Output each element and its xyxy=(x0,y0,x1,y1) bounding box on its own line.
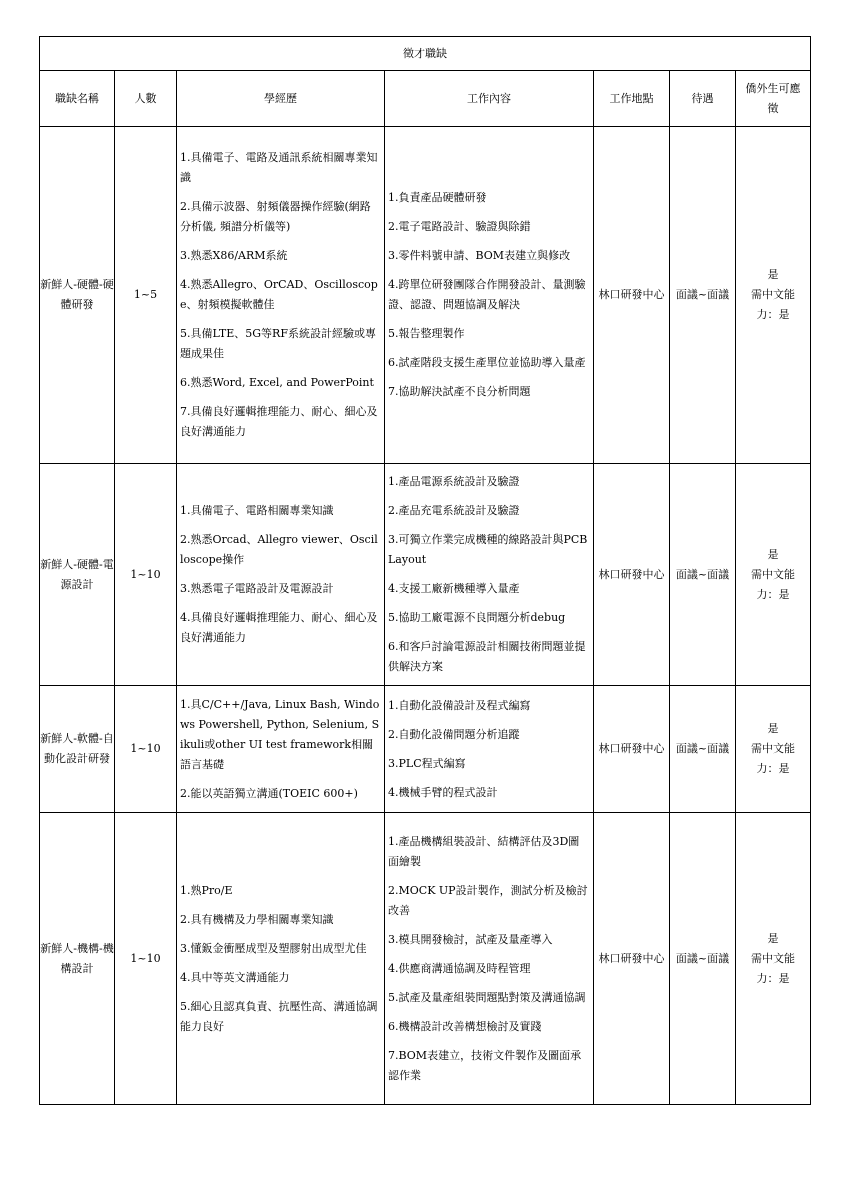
qualifications-cell xyxy=(177,686,385,813)
qualification-item: 6.熟悉Word, Excel, and PowerPoint xyxy=(180,376,374,389)
duty-item: 7.BOM表建立，技術文件製作及圖面承認作業 xyxy=(388,1048,582,1082)
chinese-requirement: 需中文能力：是 xyxy=(751,742,796,775)
overseas-cell xyxy=(736,686,811,813)
overseas-eligible: 是 xyxy=(767,547,779,561)
duty-item: 5.試產及量產組裝問題點對策及溝通協調 xyxy=(388,990,586,1004)
qualification-item: 2.熟悉Orcad、Allegro viewer、Oscilloscope操作 xyxy=(180,533,378,566)
duty-item: 2.MOCK UP設計製作，測試分析及檢討改善 xyxy=(388,883,588,917)
qualification-item: 3.熟悉X86/ARM系統 xyxy=(180,249,288,262)
duty-item: 5.協助工廠電源不良問題分析debug xyxy=(388,611,566,624)
duty-item: 3.PLC程式編寫 xyxy=(388,756,466,770)
job-openings-table xyxy=(39,36,811,1105)
qualification-item: 3.熟悉電子電路設計及電源設計 xyxy=(180,582,334,595)
qualification-item: 5.細心且認真負責、抗壓性高、溝通協調能力良好 xyxy=(180,999,378,1033)
duties-cell xyxy=(385,127,594,464)
qualification-item: 2.具備示波器、射頻儀器操作經驗(網路分析儀, 頻譜分析儀等) xyxy=(180,200,371,233)
duty-item: 4.機械手臂的程式設計 xyxy=(388,785,498,799)
qualification-item: 3.懂鈑金衝壓成型及塑膠射出成型尤佳 xyxy=(180,941,367,955)
header-salary: 待遇 xyxy=(670,71,736,127)
overseas-cell xyxy=(736,464,811,686)
duty-item: 7.協助解決試產不良分析問題 xyxy=(388,385,531,398)
duty-item: 3.零件料號申請、BOM表建立與修改 xyxy=(388,249,571,262)
duty-item: 3.可獨立作業完成機種的線路設計與PCB Layout xyxy=(388,533,588,566)
duty-item: 2.產品充電系統設計及驗證 xyxy=(388,504,520,517)
duty-item: 1.產品電源系統設計及驗證 xyxy=(388,475,520,488)
duty-item: 4.支援工廠新機種導入量產 xyxy=(388,582,520,595)
duty-item: 4.跨單位研發團隊合作開發設計、量測驗證、認證、問題協調及解決 xyxy=(388,278,586,311)
header-duties: 工作內容 xyxy=(385,71,594,127)
duty-item: 4.供應商溝通協調及時程管理 xyxy=(388,961,531,975)
salary: 面議~面議 xyxy=(670,464,736,686)
qualification-item: 2.具有機構及力學相關專業知識 xyxy=(180,912,334,926)
headcount: 1~5 xyxy=(115,127,177,464)
duty-item: 1.負責產品硬體研發 xyxy=(388,191,487,204)
qualification-item: 1.具備電子、電路相關專業知識 xyxy=(180,504,334,517)
chinese-requirement: 需中文能力：是 xyxy=(751,567,796,601)
job-name: 新鮮人-硬體-電源設計 xyxy=(40,464,115,686)
qualifications-cell xyxy=(177,127,385,464)
qualification-item: 1.具備電子、電路及通訊系統相關專業知識 xyxy=(180,151,378,184)
overseas-eligible: 是 xyxy=(767,931,779,945)
salary: 面議~面議 xyxy=(670,813,736,1105)
header-count: 人數 xyxy=(115,71,177,127)
duty-item: 2.電子電路設計、驗證與除錯 xyxy=(388,220,531,233)
headcount: 1~10 xyxy=(115,813,177,1105)
overseas-eligible: 是 xyxy=(767,722,779,735)
duties-cell xyxy=(385,813,594,1105)
job-name: 新鮮人-機構-機構設計 xyxy=(40,813,115,1105)
duties-cell xyxy=(385,464,594,686)
qualification-item: 2.能以英語獨立溝通(TOEIC 600+) xyxy=(180,786,358,800)
duties-cell xyxy=(385,686,594,813)
qualifications-cell xyxy=(177,813,385,1105)
qualification-item: 1.具C/C++/Java, Linux Bash, Windows Powershell, Python, Selenium, Sikuli或other UI test framework相關語言基礎 xyxy=(180,697,380,771)
duty-item: 6.試產階段支援生產單位並協助導入量產 xyxy=(388,356,586,369)
work-location: 林口研發中心 xyxy=(594,686,670,813)
duty-item: 2.自動化設備問題分析追蹤 xyxy=(388,727,520,741)
salary: 面議~面議 xyxy=(670,686,736,813)
chinese-requirement: 需中文能力：是 xyxy=(751,951,796,985)
job-rows xyxy=(40,127,811,1105)
duty-item: 6.和客戶討論電源設計相關技術問題並提供解決方案 xyxy=(388,640,586,673)
job-name: 新鮮人-軟體-自動化設計研發 xyxy=(40,686,115,813)
header-row xyxy=(40,71,811,127)
header-qualifications: 學經歷 xyxy=(177,71,385,127)
qualification-item: 7.具備良好邏輯推理能力、耐心、細心及良好溝通能力 xyxy=(180,405,378,438)
salary: 面議~面議 xyxy=(670,127,736,464)
overseas-cell xyxy=(736,813,811,1105)
duty-item: 6.機構設計改善構想檢討及實踐 xyxy=(388,1019,542,1033)
table-row xyxy=(40,464,811,686)
work-location: 林口研發中心 xyxy=(594,464,670,686)
table-row xyxy=(40,127,811,464)
header-overseas: 僑外生可應徵 xyxy=(736,71,811,127)
qualification-item: 4.具備良好邏輯推理能力、耐心、細心及良好溝通能力 xyxy=(180,611,378,644)
headcount: 1~10 xyxy=(115,464,177,686)
work-location: 林口研發中心 xyxy=(594,127,670,464)
chinese-requirement: 需中文能力：是 xyxy=(751,288,796,321)
duty-item: 1.自動化設備設計及程式編寫 xyxy=(388,698,531,712)
headcount: 1~10 xyxy=(115,686,177,813)
duty-item: 3.模具開發檢討，試產及量產導入 xyxy=(388,932,553,946)
table-row xyxy=(40,686,811,813)
header-location: 工作地點 xyxy=(594,71,670,127)
overseas-cell xyxy=(736,127,811,464)
header-name: 職缺名稱 xyxy=(40,71,115,127)
qualification-item: 5.具備LTE、5G等RF系統設計經驗或專題成果佳 xyxy=(180,327,376,360)
table-row xyxy=(40,813,811,1105)
qualification-item: 4.熟悉Allegro、OrCAD、Oscilloscope、射頻模擬軟體佳 xyxy=(180,278,378,311)
qualification-item: 4.具中等英文溝通能力 xyxy=(180,970,290,984)
qualification-item: 1.熟Pro/E xyxy=(180,883,233,897)
job-name: 新鮮人-硬體-硬體研發 xyxy=(40,127,115,464)
duty-item: 1.產品機構組裝設計、結構評估及3D圖面繪製 xyxy=(388,834,580,868)
work-location: 林口研發中心 xyxy=(594,813,670,1105)
overseas-eligible: 是 xyxy=(767,268,779,281)
table-title: 徵才職缺 xyxy=(40,37,811,71)
qualifications-cell xyxy=(177,464,385,686)
duty-item: 5.報告整理製作 xyxy=(388,327,465,340)
